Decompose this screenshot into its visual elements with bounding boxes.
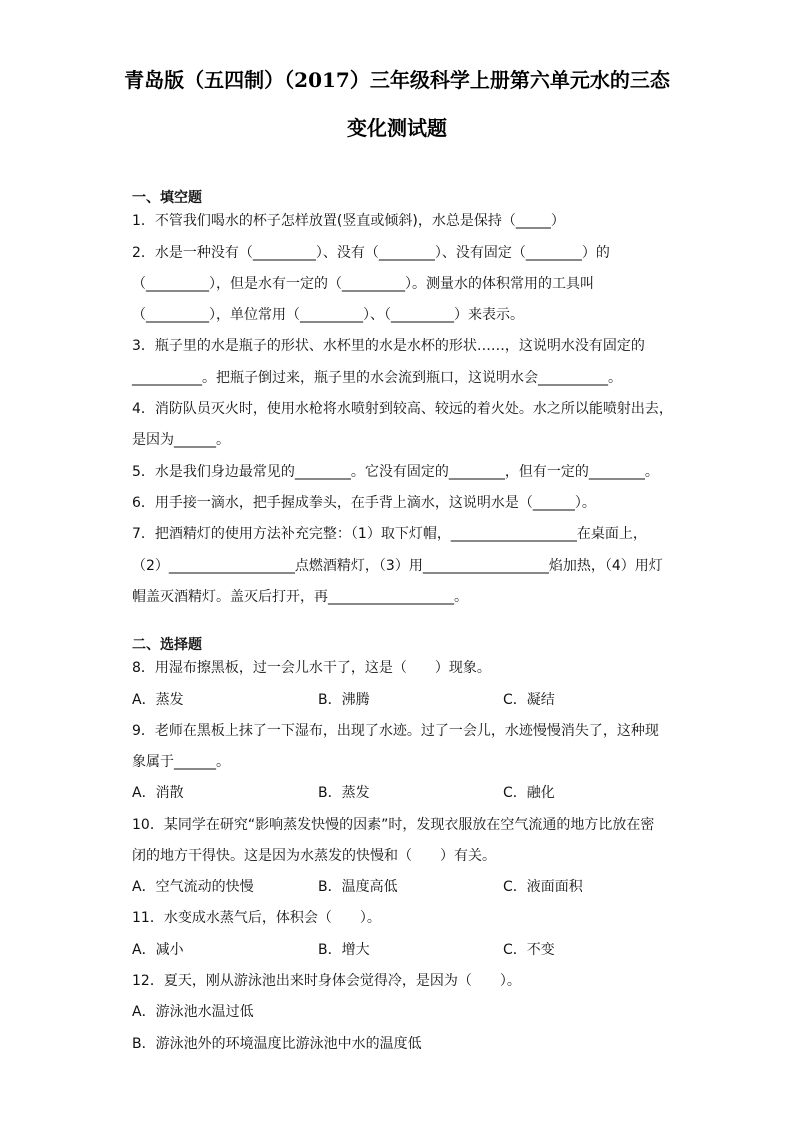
section-fill-heading: 一、填空题	[132, 190, 202, 206]
q10-option-a: A．空气流动的快慢	[132, 879, 254, 895]
q10-option-b: B．温度高低	[318, 879, 398, 895]
q3-line-1: 3．瓶子里的水是瓶子的形状、水杯里的水是水杯的形状……，这说明水没有固定的	[132, 338, 645, 354]
q9-option-a: A．消散	[132, 785, 184, 801]
q12-option-a: A．游泳池水温过低	[132, 1004, 254, 1020]
q7-line-3: 帽盖灭酒精灯。盖灭后打开，再__________________。	[132, 589, 468, 605]
q5-line: 5．水是我们身边最常见的________。它没有固定的________，但有一定的________。	[132, 464, 659, 480]
q9-option-b: B．蒸发	[318, 785, 370, 801]
q4-line-2: 是因为______。	[132, 432, 230, 448]
section-choice-heading: 二、选择题	[132, 637, 202, 653]
q10-stem-2: 闭的地方干得快。这是因为水蒸发的快慢和（ ）有关。	[132, 848, 496, 864]
q2-line-2: （_________），但是水有一定的（_________）。测量水的体积常用的工具叫	[132, 276, 594, 292]
q7-line-1: 7．把酒精灯的使用方法补充完整：（1）取下灯帽，__________________在桌面上，	[132, 526, 647, 542]
q9-stem-1: 9．老师在黑板上抹了一下湿布，出现了水迹。过了一会儿，水迹慢慢消失了，这种现	[132, 723, 659, 739]
q2-line-3: （_________），单位常用（_________）、（_________）来表示。	[132, 307, 524, 323]
q10-stem-1: 10．某同学在研究“影响蒸发快慢的因素”时，发现衣服放在空气流通的地方比放在密	[132, 817, 655, 833]
q11-option-c: C．不变	[503, 942, 555, 958]
q12-stem: 12．夏天，刚从游泳池出来时身体会觉得冷，是因为（ ）。	[132, 973, 521, 989]
q7-line-2: （2）__________________点燃酒精灯，（3）用__________________焰加热，（4）用灯	[132, 558, 663, 574]
q8-stem: 8．用湿布擦黑板，过一会儿水干了，这是（ ）现象。	[132, 660, 491, 676]
q8-option-a: A．蒸发	[132, 692, 184, 708]
q11-option-a: A．减小	[132, 942, 184, 958]
page-title-line-2: 变化测试题	[347, 116, 447, 140]
q11-stem: 11．水变成水蒸气后，体积会（ ）。	[132, 910, 381, 926]
q8-option-c: C．凝结	[503, 692, 555, 708]
q6-line: 6．用手接一滴水，把手握成拳头，在手背上滴水，这说明水是（______）。	[132, 495, 596, 511]
q11-option-b: B．增大	[318, 942, 370, 958]
q4-line-1: 4．消防队员灭火时，使用水枪将水喷射到较高、较远的着火处。水之所以能喷射出去，	[132, 401, 673, 417]
q3-line-2: __________。把瓶子倒过来，瓶子里的水会流到瓶口，这说明水会__________。	[132, 370, 622, 386]
q2-line-1: 2．水是一种没有（_________）、没有（________）、没有固定（________）的	[132, 245, 610, 261]
q1-line: 1．不管我们喝水的杯子怎样放置(竖直或倾斜)，水总是保持（_____）	[132, 213, 565, 229]
page-title-line-1: 青岛版（五四制）（2017）三年级科学上册第六单元水的三态	[124, 68, 670, 92]
q9-option-c: C．融化	[503, 785, 555, 801]
q9-stem-2: 象属于______。	[132, 754, 230, 770]
q10-option-c: C．液面面积	[503, 879, 583, 895]
q8-option-b: B．沸腾	[318, 692, 370, 708]
q12-option-b: B．游泳池外的环境温度比游泳池中水的温度低	[132, 1036, 422, 1052]
